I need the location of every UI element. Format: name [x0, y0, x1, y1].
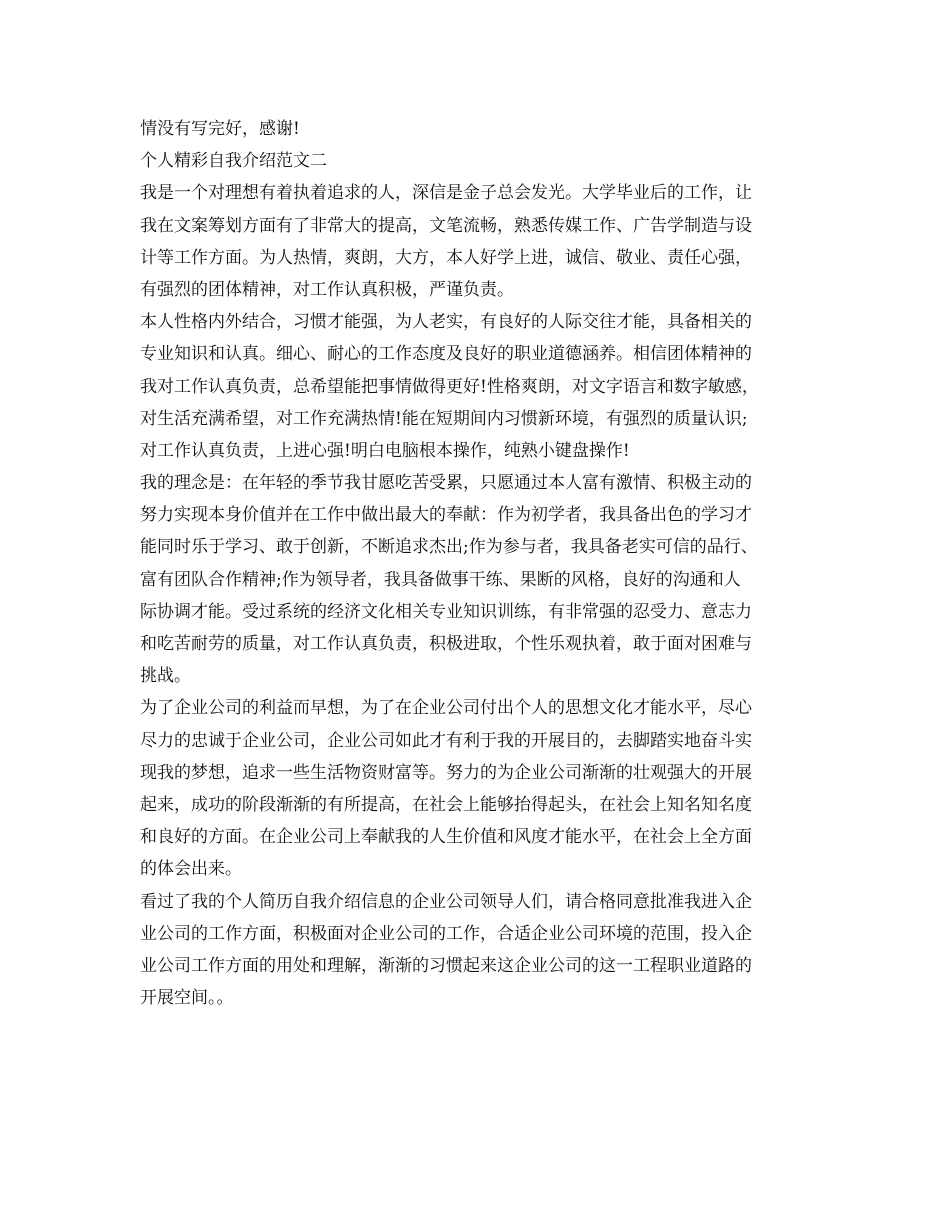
text-line: 看过了我的个人简历自我介绍信息的企业公司领导人们，请合格同意批准我进入企 — [140, 891, 752, 912]
section-heading: 个人精彩自我介绍范文二 — [140, 151, 327, 172]
text-line: 情没有写完好，感谢! — [140, 119, 300, 139]
text-line: 计等工作方面。为人热情，爽朗，大方，本人好学上进，诚信、敬业、责任心强， — [140, 247, 752, 268]
text-line: 本人性格内外结合，习惯才能强，为人老实，有良好的人际交往才能，具备相关的 — [140, 312, 752, 333]
text-line: 我是一个对理想有着执着追求的人，深信是金子总会发光。大学毕业后的工作，让 — [140, 183, 752, 204]
text-line: 我在文案筹划方面有了非常大的提高，文笔流畅，熟悉传媒工作、广告学制造与设 — [140, 215, 752, 236]
text-line: 努力实现本身价值并在工作中做出最大的奉献：作为初学者，我具备出色的学习才 — [140, 505, 752, 526]
text-line: 能同时乐于学习、敢于创新，不断追求杰出;作为参与者，我具备老实可信的品行、 — [140, 537, 758, 558]
text-line: 现我的梦想，追求一些生活物资财富等。努力的为企业公司渐渐的壮观强大的开展 — [140, 762, 752, 783]
text-line: 为了企业公司的利益而早想，为了在企业公司付出个人的思想文化才能水平，尽心 — [140, 698, 752, 719]
text-line: 富有团队合作精神;作为领导者，我具备做事干练、果断的风格，良好的沟通和人 — [140, 569, 741, 590]
text-line: 对生活充满希望，对工作充满热情!能在短期间内习惯新环境，有强烈的质量认识; — [140, 408, 748, 429]
text-line: 专业知识和认真。细心、耐心的工作态度及良好的职业道德涵养。相信团体精神的 — [140, 344, 752, 365]
text-line: 业公司工作方面的用处和理解，渐渐的习惯起来这企业公司的这一工程职业道路的 — [140, 955, 752, 976]
text-line: 有强烈的团体精神，对工作认真积极，严谨负责。 — [140, 279, 514, 300]
text-line: 我的理念是：在年轻的季节我甘愿吃苦受累，只愿通过本人富有激情、积极主动的 — [140, 473, 752, 494]
text-line: 起来，成功的阶段渐渐的有所提高，在社会上能够抬得起头，在社会上知名知名度 — [140, 794, 752, 815]
text-line: 对工作认真负责，上进心强!明白电脑根本操作，纯熟小键盘操作! — [140, 440, 630, 461]
text-line: 我对工作认真负责，总希望能把事情做得更好!性格爽朗，对文字语言和数字敏感， — [140, 376, 759, 397]
text-line: 的体会出来。 — [140, 859, 242, 880]
document-body — [140, 113, 820, 1014]
text-line: 和吃苦耐劳的质量，对工作认真负责，积极进取，个性乐观执着，敢于面对困难与 — [140, 634, 752, 654]
text-line: 开展空间。。 — [140, 988, 234, 1009]
text-line: 际协调才能。受过系统的经济文化相关专业知识训练，有非常强的忍受力、意志力 — [140, 601, 752, 622]
text-line: 和良好的方面。在企业公司上奉献我的人生价值和风度才能水平，在社会上全方面 — [140, 827, 752, 848]
text-line: 挑战。 — [140, 666, 191, 687]
text-line: 业公司的工作方面，积极面对企业公司的工作，合适企业公司环境的范围，投入企 — [140, 923, 752, 944]
text-line: 尽力的忠诚于企业公司，企业公司如此才有利于我的开展目的，去脚踏实地奋斗实 — [140, 730, 752, 751]
